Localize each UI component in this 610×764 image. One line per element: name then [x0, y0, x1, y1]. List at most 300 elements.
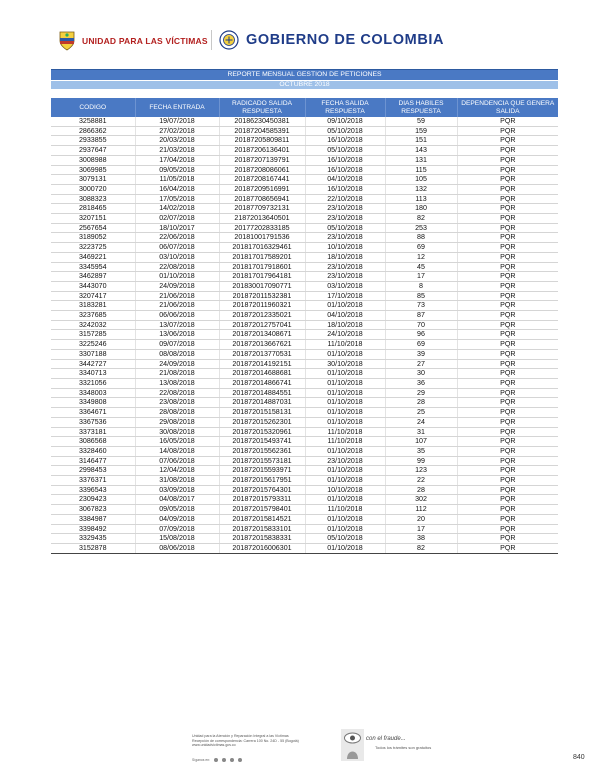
- table-cell: 3207151: [51, 214, 135, 224]
- table-cell: 01/10/2018: [305, 466, 385, 476]
- table-cell: 3340713: [51, 369, 135, 379]
- table-cell: 123: [385, 466, 457, 476]
- fraud-title: con el fraude...: [366, 736, 406, 742]
- table-cell: 180: [385, 204, 457, 214]
- report-table-wrapper: [51, 69, 558, 554]
- table-row: [51, 126, 558, 136]
- table-cell: 3329435: [51, 534, 135, 544]
- table-cell: 11/10/2018: [305, 427, 385, 437]
- table-cell: 15/08/2018: [135, 534, 219, 544]
- table-row: [51, 252, 558, 262]
- table-cell: 115: [385, 165, 457, 175]
- report-period-row: [51, 80, 558, 89]
- table-row: [51, 320, 558, 330]
- table-cell: 2998453: [51, 466, 135, 476]
- table-cell: 07/06/2018: [135, 456, 219, 466]
- table-cell: 45: [385, 262, 457, 272]
- table-cell: 05/10/2018: [305, 534, 385, 544]
- table-cell: 36: [385, 378, 457, 388]
- table-cell: 201872015814521: [219, 514, 305, 524]
- table-cell: 143: [385, 146, 457, 156]
- report-body: [51, 117, 558, 553]
- table-cell: 16/04/2018: [135, 184, 219, 194]
- table-cell: 159: [385, 126, 457, 136]
- government-text: GOBIERNO DE COLOMBIA: [246, 32, 445, 48]
- table-cell: PQR: [457, 466, 558, 476]
- table-cell: 20187205809811: [219, 136, 305, 146]
- table-cell: 14/08/2018: [135, 446, 219, 456]
- table-cell: 04/10/2018: [305, 175, 385, 185]
- table-cell: 20177202833185: [219, 223, 305, 233]
- table-cell: 01/10/2018: [305, 349, 385, 359]
- table-row: [51, 466, 558, 476]
- table-cell: 24/09/2018: [135, 281, 219, 291]
- table-cell: PQR: [457, 446, 558, 456]
- facebook-icon[interactable]: [214, 758, 218, 762]
- petitions-report-table: [51, 69, 558, 554]
- table-cell: 88: [385, 233, 457, 243]
- table-cell: PQR: [457, 126, 558, 136]
- column-header: CODIGO: [51, 98, 135, 117]
- table-cell: 3469221: [51, 252, 135, 262]
- table-cell: 04/09/2018: [135, 514, 219, 524]
- table-cell: 3067823: [51, 505, 135, 515]
- table-cell: 13/07/2018: [135, 320, 219, 330]
- table-row: [51, 301, 558, 311]
- table-cell: 09/07/2018: [135, 340, 219, 350]
- table-cell: PQR: [457, 311, 558, 321]
- table-cell: 07/09/2018: [135, 524, 219, 534]
- table-cell: PQR: [457, 175, 558, 185]
- table-cell: 17: [385, 524, 457, 534]
- table-cell: 01/10/2018: [305, 476, 385, 486]
- table-cell: 3183281: [51, 301, 135, 311]
- table-cell: 201872013408671: [219, 330, 305, 340]
- colombia-shield-icon: [58, 31, 76, 51]
- footer-address: [192, 734, 332, 748]
- table-cell: 201872015833101: [219, 524, 305, 534]
- table-cell: 14/02/2018: [135, 204, 219, 214]
- table-cell: 3152878: [51, 543, 135, 553]
- table-cell: PQR: [457, 146, 558, 156]
- table-cell: 201817016329461: [219, 243, 305, 253]
- fraud-subtitle: Todos los trámites son gratuitos: [375, 745, 432, 750]
- table-cell: 112: [385, 505, 457, 515]
- table-cell: 11/10/2018: [305, 340, 385, 350]
- table-cell: 3207417: [51, 291, 135, 301]
- table-cell: PQR: [457, 136, 558, 146]
- table-row: [51, 476, 558, 486]
- table-cell: 11/10/2018: [305, 437, 385, 447]
- table-cell: 201872015838331: [219, 534, 305, 544]
- table-cell: 21/06/2018: [135, 291, 219, 301]
- table-cell: 2309423: [51, 495, 135, 505]
- table-row: [51, 485, 558, 495]
- table-cell: 35: [385, 446, 457, 456]
- table-cell: 27/02/2018: [135, 126, 219, 136]
- table-cell: 10/10/2018: [305, 243, 385, 253]
- footer-address-line: www.unidadvictimas.gov.co: [192, 743, 236, 748]
- table-cell: 38: [385, 534, 457, 544]
- table-cell: 30: [385, 369, 457, 379]
- victims-unit-text: UNIDAD PARA LAS VÍCTIMAS: [82, 36, 208, 46]
- table-cell: 31: [385, 427, 457, 437]
- table-cell: PQR: [457, 243, 558, 253]
- table-cell: PQR: [457, 427, 558, 437]
- table-cell: 23/10/2018: [305, 214, 385, 224]
- table-cell: 17/04/2018: [135, 155, 219, 165]
- table-cell: PQR: [457, 398, 558, 408]
- table-cell: 23/10/2018: [305, 456, 385, 466]
- table-cell: PQR: [457, 456, 558, 466]
- table-cell: 06/06/2018: [135, 311, 219, 321]
- table-cell: 01/10/2018: [305, 417, 385, 427]
- table-row: [51, 194, 558, 204]
- table-cell: 25: [385, 408, 457, 418]
- table-cell: 01/10/2018: [305, 408, 385, 418]
- table-cell: 05/10/2018: [305, 146, 385, 156]
- victims-unit-logo: [58, 31, 208, 51]
- table-cell: 21/06/2018: [135, 301, 219, 311]
- table-cell: 201872012757041: [219, 320, 305, 330]
- table-cell: 28/08/2018: [135, 408, 219, 418]
- table-cell: 302: [385, 495, 457, 505]
- table-cell: 3321056: [51, 378, 135, 388]
- table-cell: 01/10/2018: [305, 495, 385, 505]
- table-cell: 09/05/2018: [135, 165, 219, 175]
- table-cell: 31/08/2018: [135, 476, 219, 486]
- table-cell: 3345954: [51, 262, 135, 272]
- table-cell: PQR: [457, 252, 558, 262]
- table-cell: 70: [385, 320, 457, 330]
- table-cell: PQR: [457, 223, 558, 233]
- table-row: [51, 524, 558, 534]
- table-cell: 3367536: [51, 417, 135, 427]
- report-period: OCTUBRE 2018: [51, 80, 558, 89]
- youtube-icon[interactable]: [230, 758, 234, 762]
- table-cell: 01/10/2018: [305, 388, 385, 398]
- table-cell: 20187709732131: [219, 204, 305, 214]
- table-cell: 18/10/2018: [305, 252, 385, 262]
- table-cell: PQR: [457, 233, 558, 243]
- column-header: FECHA ENTRADA: [135, 98, 219, 117]
- table-cell: PQR: [457, 204, 558, 214]
- report-title-row: [51, 70, 558, 81]
- table-row: [51, 514, 558, 524]
- table-row: [51, 398, 558, 408]
- table-cell: 20/03/2018: [135, 136, 219, 146]
- table-cell: 06/07/2018: [135, 243, 219, 253]
- table-cell: PQR: [457, 281, 558, 291]
- table-cell: 201830017090771: [219, 281, 305, 291]
- table-cell: 3442727: [51, 359, 135, 369]
- table-cell: 69: [385, 340, 457, 350]
- table-cell: 28: [385, 398, 457, 408]
- table-cell: 20187206136401: [219, 146, 305, 156]
- table-row: [51, 272, 558, 282]
- table-row: [51, 262, 558, 272]
- table-cell: 05/10/2018: [305, 223, 385, 233]
- table-cell: 20181001791536: [219, 233, 305, 243]
- table-cell: 01/10/2018: [305, 543, 385, 553]
- table-cell: 3348003: [51, 388, 135, 398]
- table-row: [51, 184, 558, 194]
- table-cell: 3443070: [51, 281, 135, 291]
- table-row: [51, 495, 558, 505]
- table-cell: 22: [385, 476, 457, 486]
- page-header: [0, 0, 610, 62]
- table-cell: 3258881: [51, 117, 135, 126]
- table-cell: 11/10/2018: [305, 505, 385, 515]
- table-row: [51, 165, 558, 175]
- table-cell: 3189052: [51, 233, 135, 243]
- table-cell: 201817017964181: [219, 272, 305, 282]
- table-row: [51, 378, 558, 388]
- table-cell: PQR: [457, 184, 558, 194]
- table-cell: 01/10/2018: [305, 514, 385, 524]
- table-cell: 201872015158131: [219, 408, 305, 418]
- table-cell: 2866362: [51, 126, 135, 136]
- table-cell: PQR: [457, 165, 558, 175]
- table-row: [51, 437, 558, 447]
- table-cell: 08/08/2018: [135, 349, 219, 359]
- table-cell: 2937647: [51, 146, 135, 156]
- logo-divider: [211, 30, 212, 50]
- table-cell: 01/10/2018: [305, 524, 385, 534]
- table-cell: PQR: [457, 291, 558, 301]
- table-cell: 20: [385, 514, 457, 524]
- table-cell: 22/08/2018: [135, 388, 219, 398]
- table-cell: 17: [385, 272, 457, 282]
- table-cell: 201872012335021: [219, 311, 305, 321]
- table-cell: 151: [385, 136, 457, 146]
- footer-address-line: Recepción de correspondencia: Carrera 100 No. 24D - 55 (Bogotá): [192, 738, 299, 743]
- table-cell: 16/10/2018: [305, 165, 385, 175]
- table-cell: 3396543: [51, 485, 135, 495]
- twitter-icon[interactable]: [222, 758, 226, 762]
- table-row: [51, 117, 558, 126]
- table-cell: 23/08/2018: [135, 398, 219, 408]
- table-row: [51, 291, 558, 301]
- table-cell: 21/03/2018: [135, 146, 219, 156]
- table-cell: 3237685: [51, 311, 135, 321]
- table-cell: 201872014884551: [219, 388, 305, 398]
- table-cell: PQR: [457, 301, 558, 311]
- table-cell: 3088323: [51, 194, 135, 204]
- table-cell: 24: [385, 417, 457, 427]
- table-cell: 3373181: [51, 427, 135, 437]
- table-cell: 16/10/2018: [305, 184, 385, 194]
- table-cell: 22/08/2018: [135, 262, 219, 272]
- table-cell: 201872015573181: [219, 456, 305, 466]
- table-cell: 96: [385, 330, 457, 340]
- table-row: [51, 446, 558, 456]
- table-cell: 01/10/2018: [305, 446, 385, 456]
- table-cell: 23/10/2018: [305, 233, 385, 243]
- table-cell: 2933855: [51, 136, 135, 146]
- table-cell: 3462897: [51, 272, 135, 282]
- table-cell: 18/10/2018: [305, 320, 385, 330]
- social-label: Síganos en:: [192, 758, 211, 762]
- table-cell: 09/10/2018: [305, 117, 385, 126]
- table-cell: PQR: [457, 340, 558, 350]
- government-logo: [219, 30, 444, 50]
- table-cell: PQR: [457, 417, 558, 427]
- table-cell: PQR: [457, 194, 558, 204]
- table-cell: 17/05/2018: [135, 194, 219, 204]
- table-cell: 03/10/2018: [135, 252, 219, 262]
- table-cell: 201872015798401: [219, 505, 305, 515]
- table-cell: PQR: [457, 495, 558, 505]
- table-row: [51, 505, 558, 515]
- table-cell: 2818465: [51, 204, 135, 214]
- table-cell: 201872015793311: [219, 495, 305, 505]
- table-cell: 04/08/2017: [135, 495, 219, 505]
- table-cell: 30/08/2018: [135, 427, 219, 437]
- report-title: REPORTE MENSUAL GESTION DE PETICIONES: [51, 70, 558, 81]
- anti-fraud-eye-icon: [341, 729, 364, 761]
- table-cell: 201872011532381: [219, 291, 305, 301]
- table-cell: 01/10/2018: [135, 272, 219, 282]
- table-cell: 59: [385, 117, 457, 126]
- column-header: DEPENDENCIA QUE GENERA SALIDA: [457, 98, 558, 117]
- table-cell: 03/10/2018: [305, 281, 385, 291]
- table-cell: 3364671: [51, 408, 135, 418]
- table-cell: PQR: [457, 408, 558, 418]
- table-cell: 201872014192151: [219, 359, 305, 369]
- table-cell: 201872016006301: [219, 543, 305, 553]
- table-cell: PQR: [457, 476, 558, 486]
- table-cell: 201817017589201: [219, 252, 305, 262]
- table-cell: 201872013770531: [219, 349, 305, 359]
- table-cell: 17/10/2018: [305, 291, 385, 301]
- table-cell: 201872015617951: [219, 476, 305, 486]
- table-cell: PQR: [457, 330, 558, 340]
- table-cell: PQR: [457, 485, 558, 495]
- column-header-row: [51, 98, 558, 117]
- table-cell: 10/10/2018: [305, 485, 385, 495]
- table-cell: 3069985: [51, 165, 135, 175]
- table-cell: 201872014688681: [219, 369, 305, 379]
- table-cell: PQR: [457, 272, 558, 282]
- table-row: [51, 204, 558, 214]
- table-cell: 21872013640501: [219, 214, 305, 224]
- table-cell: 201872015593971: [219, 466, 305, 476]
- table-row: [51, 543, 558, 553]
- table-cell: 08/06/2018: [135, 543, 219, 553]
- table-cell: 20187207139791: [219, 155, 305, 165]
- table-cell: PQR: [457, 369, 558, 379]
- table-cell: 3307188: [51, 349, 135, 359]
- table-cell: 20187204585391: [219, 126, 305, 136]
- table-cell: 85: [385, 291, 457, 301]
- table-cell: 3146477: [51, 456, 135, 466]
- table-cell: 01/10/2018: [305, 398, 385, 408]
- table-cell: 12/04/2018: [135, 466, 219, 476]
- table-cell: 201872013667621: [219, 340, 305, 350]
- table-cell: 29: [385, 388, 457, 398]
- table-cell: 82: [385, 543, 457, 553]
- table-cell: 13/06/2018: [135, 330, 219, 340]
- table-row: [51, 223, 558, 233]
- table-cell: PQR: [457, 524, 558, 534]
- table-cell: 73: [385, 301, 457, 311]
- table-cell: 201872015562361: [219, 446, 305, 456]
- table-row: [51, 146, 558, 156]
- government-seal-icon: [219, 30, 239, 50]
- table-row: [51, 349, 558, 359]
- table-cell: 3384987: [51, 514, 135, 524]
- table-cell: 11/05/2018: [135, 175, 219, 185]
- table-cell: 01/10/2018: [305, 369, 385, 379]
- table-cell: 3079131: [51, 175, 135, 185]
- table-cell: 27: [385, 359, 457, 369]
- table-cell: 01/10/2018: [305, 378, 385, 388]
- table-cell: PQR: [457, 514, 558, 524]
- spacer-row: [51, 89, 558, 98]
- table-row: [51, 427, 558, 437]
- column-header: RADICADO SALIDA RESPUESTA: [219, 98, 305, 117]
- table-cell: 28: [385, 485, 457, 495]
- table-cell: 20187208167441: [219, 175, 305, 185]
- table-row: [51, 369, 558, 379]
- page-footer: [0, 722, 610, 764]
- column-header: FECHA SALIDA RESPUESTA: [305, 98, 385, 117]
- table-cell: 107: [385, 437, 457, 447]
- instagram-icon[interactable]: [238, 758, 242, 762]
- table-cell: 87: [385, 311, 457, 321]
- table-row: [51, 534, 558, 544]
- table-cell: 201872015262301: [219, 417, 305, 427]
- table-cell: 23/10/2018: [305, 262, 385, 272]
- table-cell: 3000720: [51, 184, 135, 194]
- table-cell: 21/08/2018: [135, 369, 219, 379]
- footer-address-line: Unidad para la Atención y Reparación Integral a las Víctimas: [192, 734, 289, 738]
- table-row: [51, 233, 558, 243]
- table-cell: PQR: [457, 543, 558, 553]
- table-cell: 82: [385, 214, 457, 224]
- table-cell: 04/10/2018: [305, 311, 385, 321]
- table-cell: 22/06/2018: [135, 233, 219, 243]
- table-cell: 24/10/2018: [305, 330, 385, 340]
- table-cell: 3242032: [51, 320, 135, 330]
- table-cell: PQR: [457, 262, 558, 272]
- table-cell: 09/05/2018: [135, 505, 219, 515]
- table-cell: 19/07/2018: [135, 117, 219, 126]
- table-cell: 23/10/2018: [305, 272, 385, 282]
- table-cell: 201872015320961: [219, 427, 305, 437]
- table-cell: 3328460: [51, 446, 135, 456]
- table-cell: 132: [385, 184, 457, 194]
- table-row: [51, 155, 558, 165]
- table-cell: 18/10/2017: [135, 223, 219, 233]
- table-cell: 69: [385, 243, 457, 253]
- table-cell: 30/10/2018: [305, 359, 385, 369]
- table-cell: 3157285: [51, 330, 135, 340]
- table-cell: 201872014887031: [219, 398, 305, 408]
- table-cell: PQR: [457, 359, 558, 369]
- table-cell: PQR: [457, 349, 558, 359]
- table-cell: 16/05/2018: [135, 437, 219, 447]
- table-cell: 2567654: [51, 223, 135, 233]
- table-cell: PQR: [457, 388, 558, 398]
- table-row: [51, 311, 558, 321]
- table-row: [51, 281, 558, 291]
- table-row: [51, 243, 558, 253]
- table-cell: 20187208086061: [219, 165, 305, 175]
- table-cell: 201872015764301: [219, 485, 305, 495]
- table-cell: 20187209516991: [219, 184, 305, 194]
